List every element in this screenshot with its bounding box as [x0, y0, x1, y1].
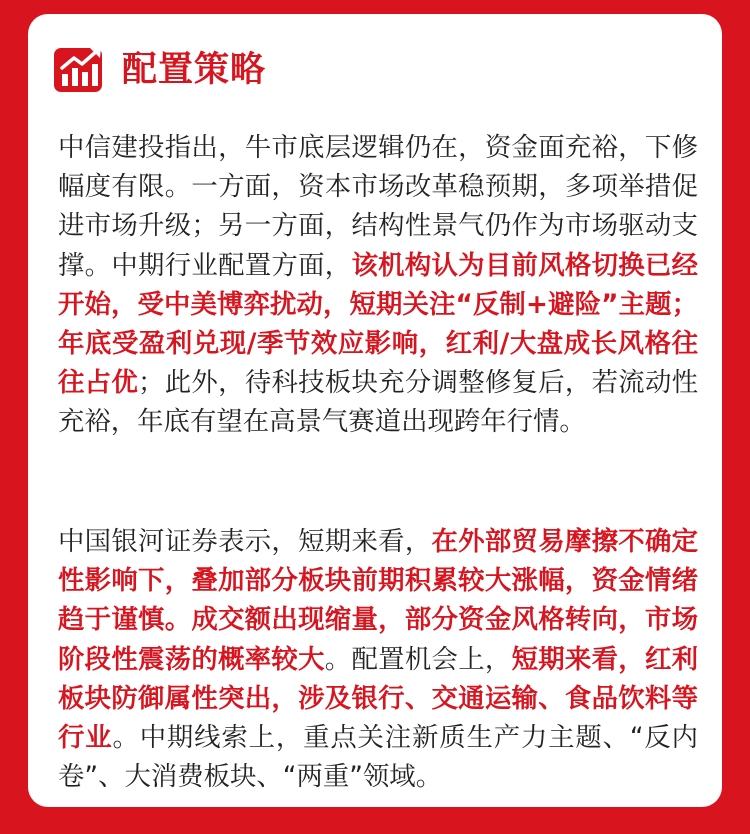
highlighted-text: 在外部贸易摩擦不确定性影响下，叠加部分板块前期积累较大涨幅，资金情绪趋于谨慎。成交额出现缩量，部分资金风格转向，市场阶段性震荡的概率较大 [58, 526, 699, 675]
highlighted-text: 该机构认为目前风格切换已经开始，受中美博弈扰动，短期关注“反制+避险”主题；年底受盈利兑现/季节效应影响，红利/大盘成长风格往往占优 [58, 249, 699, 399]
body-text: 。中期线索上，重点关注新质生产力主题、“反内卷”、大消费板块、“两重”领域。 [58, 722, 699, 793]
body-text: 中国银河证券表示，短期来看， [58, 526, 432, 557]
section-header [54, 44, 266, 96]
content-card [28, 14, 722, 807]
growth-chart-icon [54, 44, 108, 96]
body-text: ；此外，待科技板块充分调整修复后，若流动性充裕，年底有望在高景气赛道出现跨年行情。 [58, 367, 699, 438]
section-title: 配置策略 [122, 50, 267, 90]
body-text: 。配置机会上， [324, 643, 512, 675]
paragraph-galaxy [58, 522, 698, 796]
highlighted-text: 短期来看，红利板块防御属性突出，涉及银行、交通运输、食品饮料等行业 [58, 643, 699, 754]
paragraph-citic [58, 128, 698, 442]
body-text: 中信建投指出，牛市底层逻辑仍在，资金面充裕，下修幅度有限。一方面，资本市场改革稳预期，多项举措促进市场升级；另一方面，结构性景气仍作为市场驱动支撑。中期行业配置方面， [58, 132, 698, 281]
